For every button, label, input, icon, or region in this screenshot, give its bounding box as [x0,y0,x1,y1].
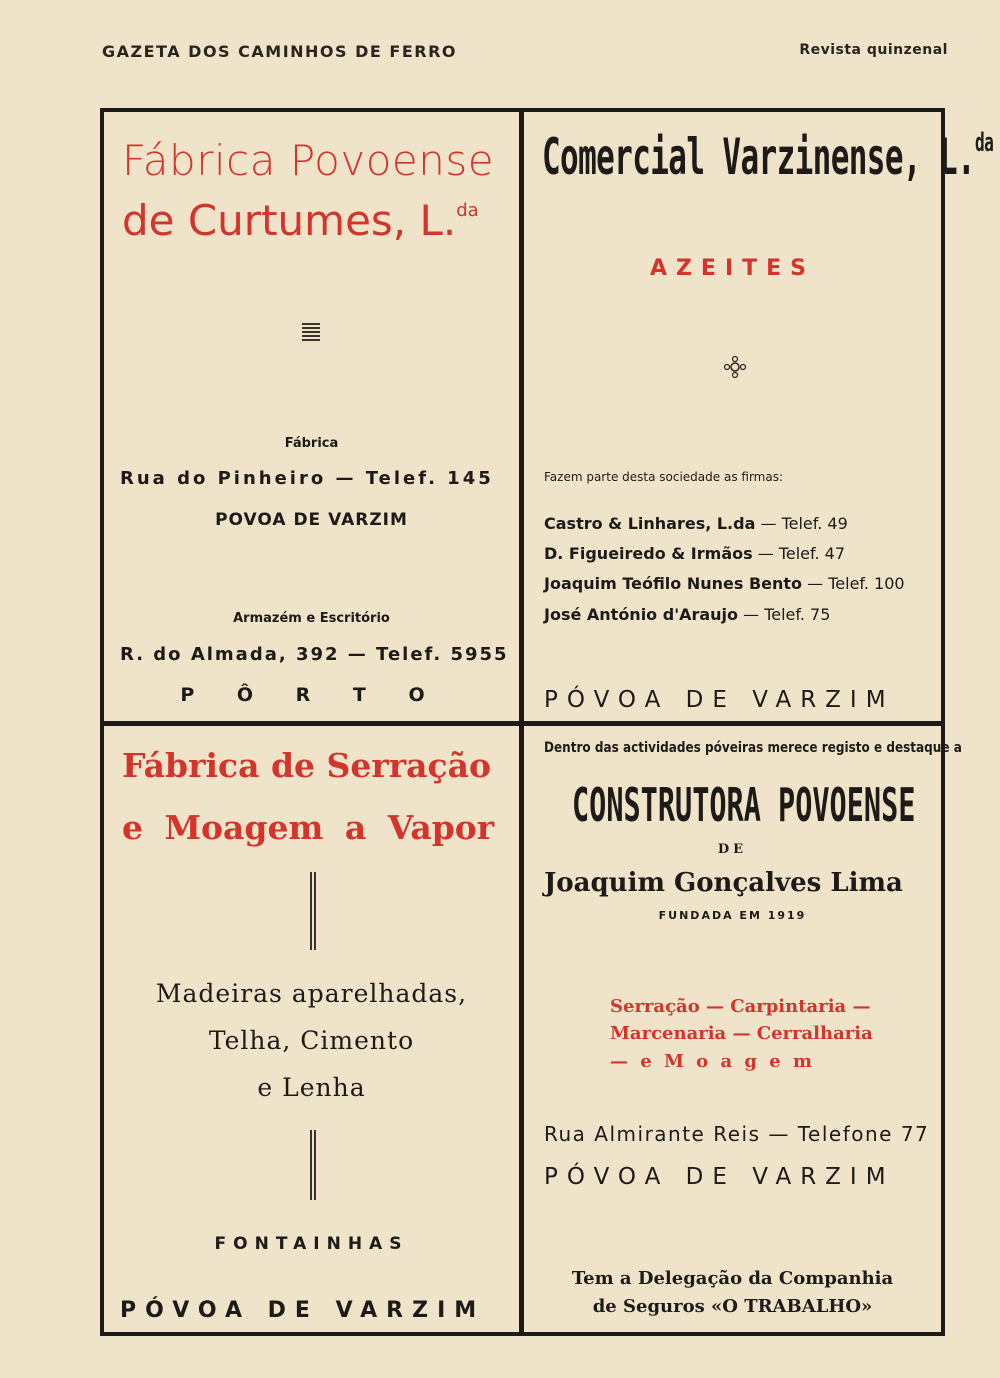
ad4-owner: Joaquim Gonçalves Lima [544,868,903,898]
ad-fabrica-serracao-moagem [104,726,519,1332]
ad1-office-label: Armazém e Escritório [233,611,390,626]
ornament-bar [314,872,316,950]
ornament-bar [310,872,312,950]
ad1-office-city: P Ô R T O [180,684,443,706]
ad3-product-3: e Lenha [257,1073,366,1102]
ad2-firm-2: D. Figueiredo & Irmãos — Telef. 47 [544,544,845,563]
ad1-office-address: R. do Almada, 392 — Telef. 5955 [120,644,509,665]
ad3-title-line1: Fábrica de Serração [122,746,491,785]
ad4-activity-2: Marcenaria — Cerralharia [610,1023,873,1044]
ad2-product: AZEITES [649,256,816,281]
journal-title: GAZETA DOS CAMINHOS DE FERRO [102,42,458,61]
ad4-activity-1: Serração — Carpintaria — [610,996,871,1017]
ad1-factory-address: Rua do Pinheiro — Telef. 145 [120,468,494,489]
ad-construtora-povoense [524,726,962,1332]
ad3-city: PÓVOA DE VARZIM [120,1298,486,1323]
ad1-title-line1: Fábrica Povoense [122,136,495,185]
ad2-firm-4: José António d'Araujo — Telef. 75 [544,605,831,624]
ad2-intro: Fazem parte desta sociedade as firmas: [544,470,784,484]
ad-comercial-varzinense [524,112,994,721]
ad4-activity-3: — e M o a g e m [610,1051,815,1072]
ad4-title: CONSTRUTORA POVOENSE [572,778,916,832]
ad2-city: PÓVOA DE VARZIM [544,687,895,713]
ad3-product-2: Telha, Cimento [208,1026,415,1055]
ad4-insurance-line2: de Seguros «O TRABALHO» [592,1296,873,1317]
ad2-firm-1: Castro & Linhares, L.da — Telef. 49 [544,514,848,533]
ornament-icon [302,323,320,341]
ad1-title-line2: de Curtumes, L.$^{da}$ [122,196,479,245]
ad4-de: DE [717,842,748,857]
ad-fabrica-povoense-curtumes [104,112,519,721]
ornament-bar [310,1130,312,1200]
ad3-place: FONTAINHAS [214,1234,409,1254]
ad4-intro: Dentro das actividades póveiras merece registo e destaque a [544,740,962,756]
ad4-address: Rua Almirante Reis — Telefone 77 [544,1122,930,1146]
ornament-bar [314,1130,316,1200]
journal-subtitle: Revista quinzenal [799,42,948,58]
ad3-product-1: Madeiras aparelhadas, [155,979,468,1008]
ad2-title: Comercial Varzinense, L.$^{da}$ [542,128,994,186]
ad3-title-line2: e Moagem a Vapor [122,808,495,847]
ad4-founded: FUNDADA EM 1919 [658,909,807,922]
floral-ornament-icon [723,355,747,379]
ad4-city: PÓVOA DE VARZIM [544,1164,895,1190]
ad4-insurance-line1: Tem a Delegação da Companhia [571,1268,894,1289]
ad2-firm-3: Joaquim Teófilo Nunes Bento — Telef. 100 [544,574,905,593]
ad1-factory-label: Fábrica [284,436,339,451]
ad1-factory-city: POVOA DE VARZIM [215,510,408,530]
